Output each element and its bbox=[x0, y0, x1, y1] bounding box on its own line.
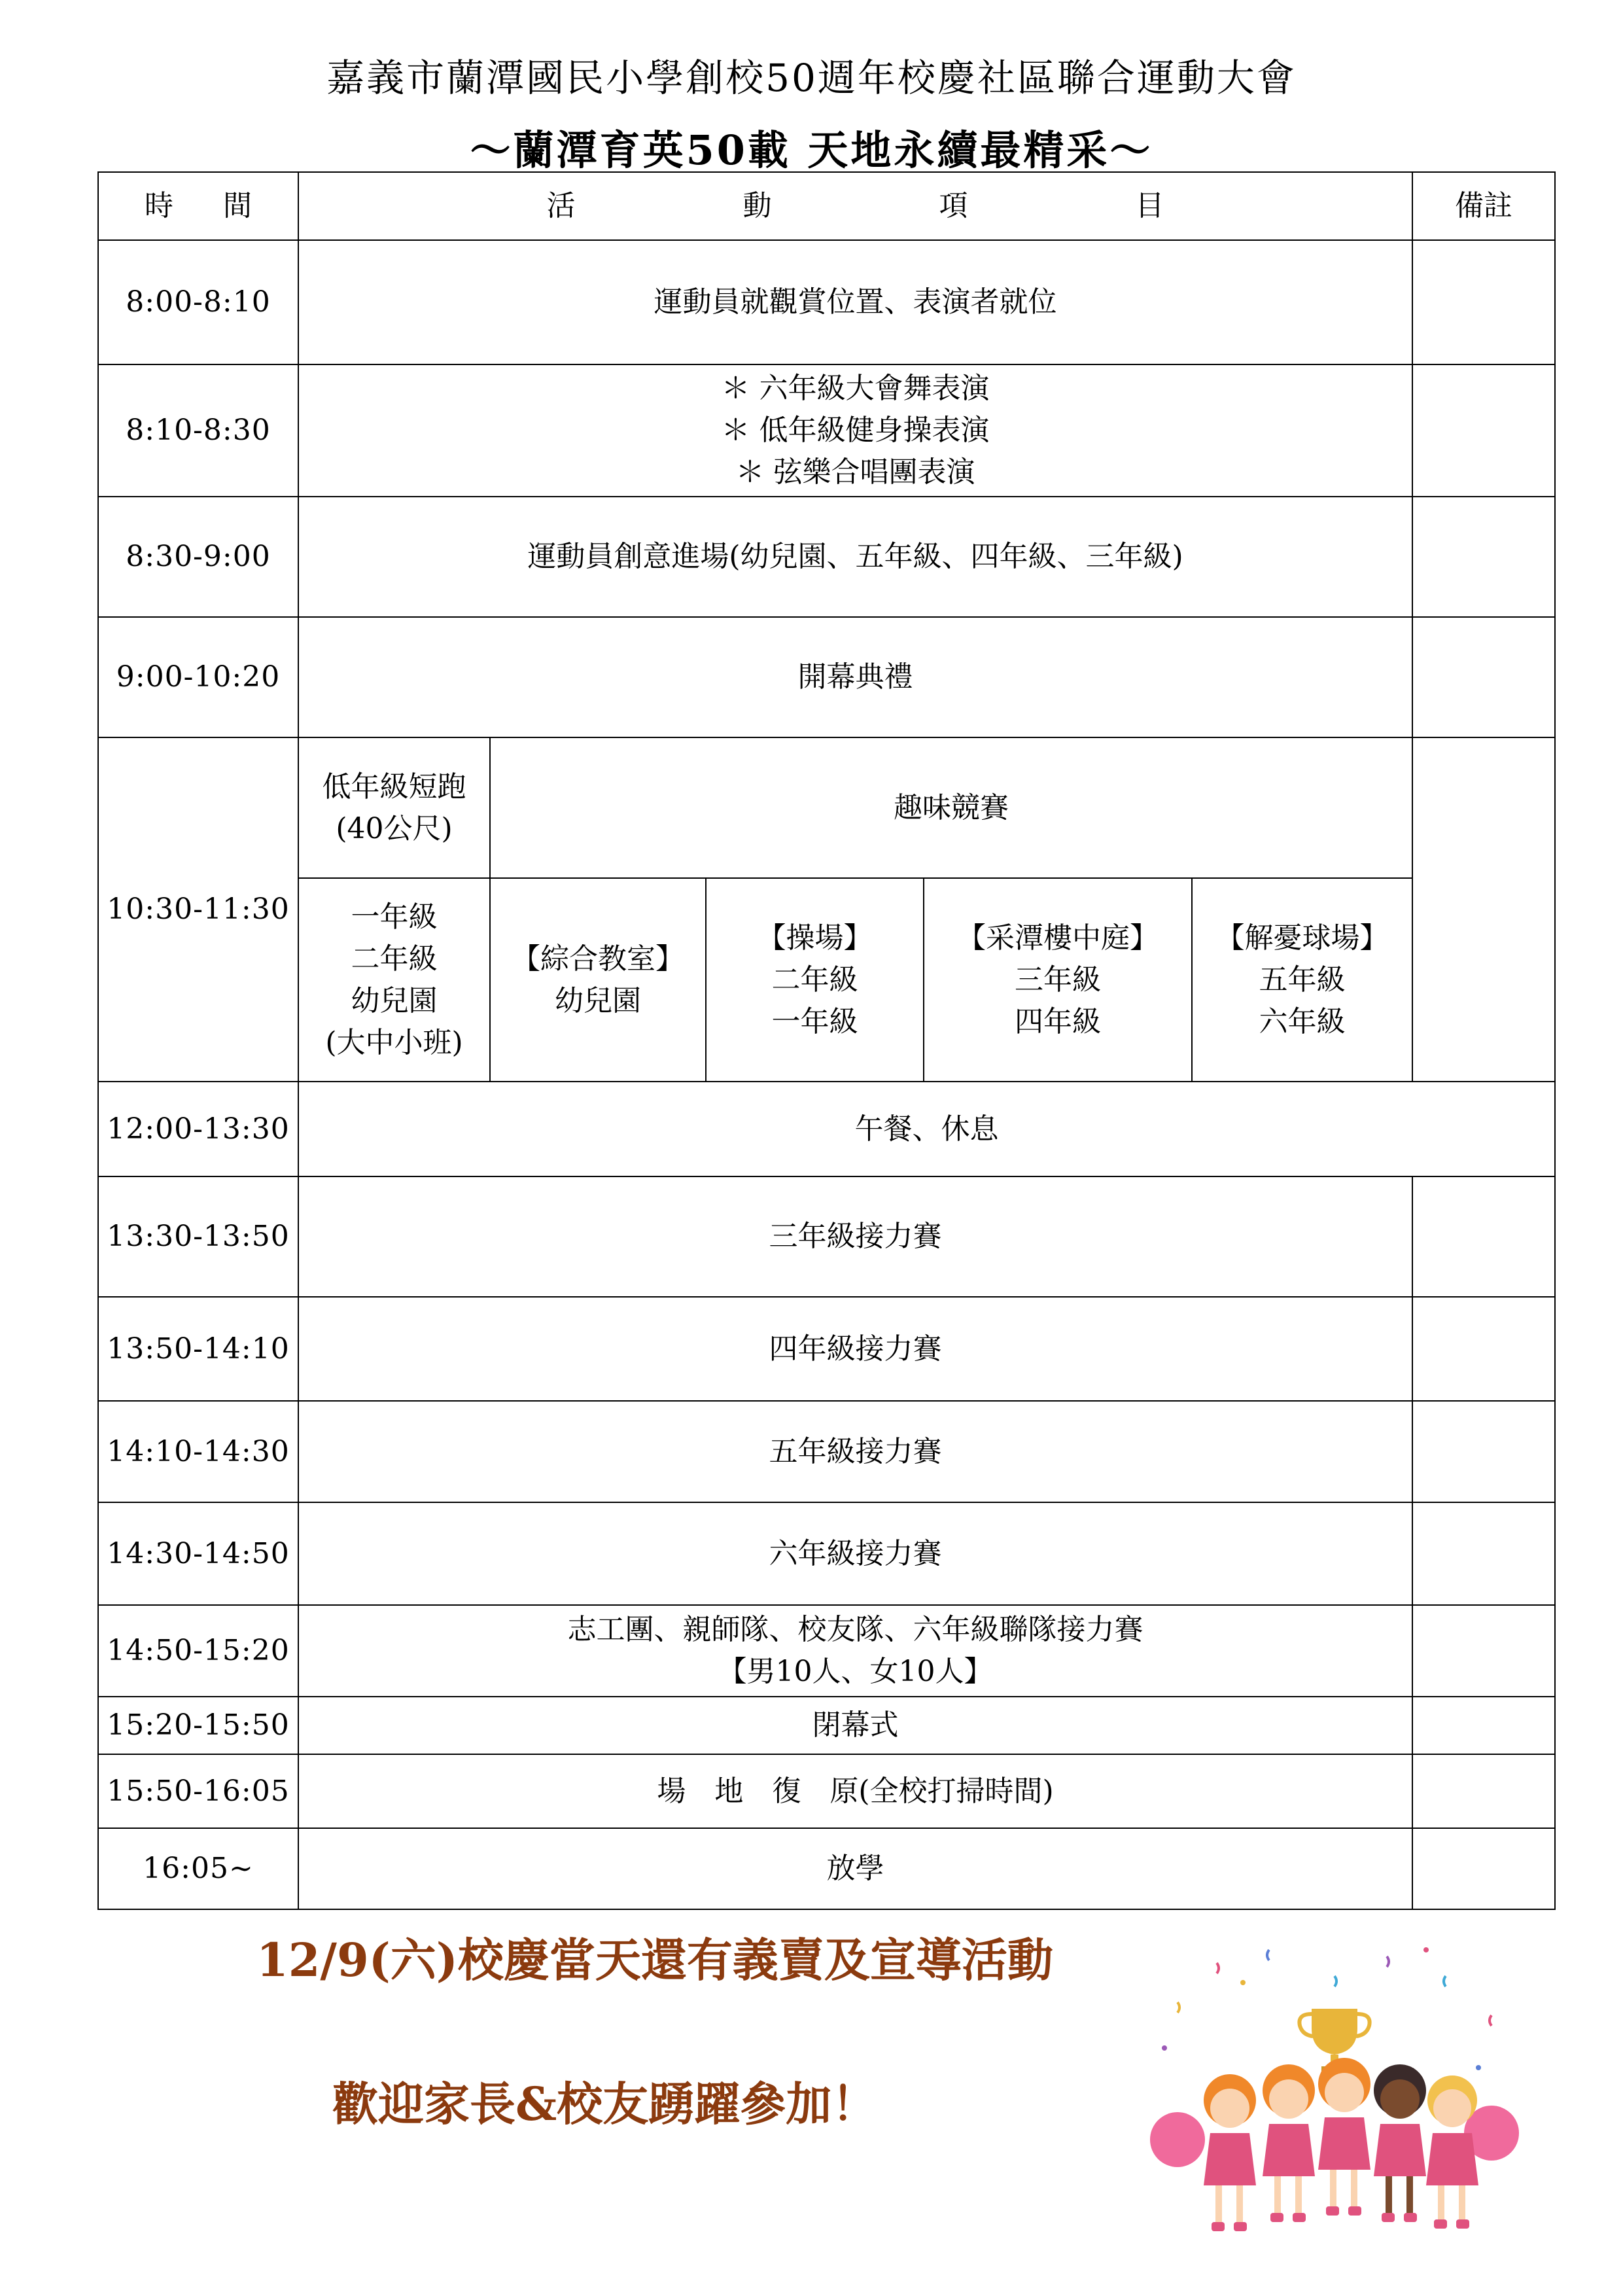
row-activity bbox=[298, 364, 1412, 497]
sprint-group-line: 幼兒園 bbox=[351, 983, 438, 1017]
venue-cell bbox=[706, 878, 924, 1082]
document-subtitle: ～蘭潭育英50載 天地永續最精采～ bbox=[470, 126, 1153, 174]
table-row bbox=[98, 1754, 1555, 1828]
activity-line: ＊ 弦樂合唱團表演 bbox=[735, 455, 975, 489]
row-time: 13:50-14:10 bbox=[98, 1297, 298, 1401]
venue-cell bbox=[1192, 878, 1412, 1082]
activity-line: 開幕典禮 bbox=[797, 660, 913, 694]
activity-line: ＊ 六年級大會舞表演 bbox=[721, 372, 990, 405]
row-notes bbox=[1412, 1401, 1555, 1502]
document-title: 嘉義市蘭潭國民小學創校50週年校慶社區聯合運動大會 bbox=[326, 56, 1297, 100]
promo-line-sale: 12/9(六)校慶當天還有義賣及宣導活動 bbox=[256, 1933, 1053, 1987]
header-time-char: 時 bbox=[145, 189, 173, 222]
row-activity bbox=[298, 497, 1412, 617]
row-activity bbox=[298, 1697, 1412, 1754]
activity-line: 三年級接力賽 bbox=[769, 1220, 942, 1253]
activity-line: 午餐、休息 bbox=[854, 1112, 999, 1146]
table-header-row bbox=[98, 172, 1555, 240]
activity-line: 放學 bbox=[826, 1852, 884, 1885]
table-row bbox=[98, 737, 1555, 878]
row-time: 10:30-11:30 bbox=[98, 737, 298, 1082]
table-row bbox=[98, 1297, 1555, 1401]
schedule-table bbox=[97, 171, 1556, 1910]
row-notes bbox=[1412, 1828, 1555, 1909]
row-notes bbox=[1412, 1502, 1555, 1605]
table-row bbox=[98, 1082, 1555, 1176]
row-notes bbox=[1412, 364, 1555, 497]
sprint-title-line: (40公尺) bbox=[336, 811, 453, 845]
row-time: 14:10-14:30 bbox=[98, 1401, 298, 1502]
row-time: 8:10-8:30 bbox=[98, 364, 298, 497]
row-activity bbox=[298, 1502, 1412, 1605]
row-activity bbox=[298, 1828, 1412, 1909]
row-activity bbox=[298, 240, 1412, 364]
table-row bbox=[98, 1605, 1555, 1697]
row-time: 9:00-10:20 bbox=[98, 617, 298, 737]
row-time: 16:05~ bbox=[98, 1828, 298, 1909]
row-activity bbox=[298, 1605, 1412, 1697]
sprint-group-line: (大中小班) bbox=[325, 1025, 463, 1059]
venue-line: 一年級 bbox=[771, 1004, 858, 1038]
row-activity bbox=[298, 617, 1412, 737]
row-activity bbox=[298, 1401, 1412, 1502]
row-activity bbox=[298, 1082, 1555, 1176]
activity-line: 【男10人、女10人】 bbox=[718, 1655, 993, 1688]
table-row bbox=[98, 878, 1555, 1082]
activity-line: 運動員就觀賞位置、表演者就位 bbox=[654, 285, 1057, 319]
fun-games-title: 趣味競賽 bbox=[490, 737, 1412, 878]
sprint-groups bbox=[298, 878, 490, 1082]
table-row bbox=[98, 240, 1555, 364]
sprint-title bbox=[298, 737, 490, 878]
row-time: 15:50-16:05 bbox=[98, 1754, 298, 1828]
header-activity bbox=[298, 172, 1412, 240]
header-activity-char: 目 bbox=[1135, 189, 1164, 222]
venue-line: 幼兒園 bbox=[555, 983, 641, 1017]
row-time: 15:20-15:50 bbox=[98, 1697, 298, 1754]
row-notes bbox=[1412, 1176, 1555, 1297]
header-time bbox=[98, 172, 298, 240]
cheerleaders-with-trophy-icon bbox=[1138, 1937, 1531, 2244]
row-notes bbox=[1412, 1754, 1555, 1828]
row-time: 8:30-9:00 bbox=[98, 497, 298, 617]
row-activity bbox=[298, 1176, 1412, 1297]
row-time: 12:00-13:30 bbox=[98, 1082, 298, 1176]
venue-line: 四年級 bbox=[1015, 1004, 1101, 1038]
cheerleader-figures bbox=[1150, 2058, 1519, 2231]
row-notes bbox=[1412, 617, 1555, 737]
header-time-char: 間 bbox=[223, 189, 252, 222]
venue-line: 【操場】 bbox=[757, 921, 873, 955]
row-notes bbox=[1412, 240, 1555, 364]
table-row bbox=[98, 364, 1555, 497]
activity-line: 運動員創意進場(幼兒園、五年級、四年級、三年級) bbox=[527, 540, 1183, 573]
row-activity bbox=[298, 1297, 1412, 1401]
table-row bbox=[98, 497, 1555, 617]
sprint-group-line: 二年級 bbox=[351, 942, 438, 976]
activity-line: 志工團、親師隊、校友隊、六年級聯隊接力賽 bbox=[567, 1613, 1143, 1646]
table-row bbox=[98, 1502, 1555, 1605]
activity-line: 四年級接力賽 bbox=[769, 1332, 942, 1366]
row-time: 8:00-8:10 bbox=[98, 240, 298, 364]
venue-line: 【采潭樓中庭】 bbox=[957, 921, 1159, 955]
venue-cell bbox=[490, 878, 706, 1082]
row-notes bbox=[1412, 1605, 1555, 1697]
venue-line: 【解憂球場】 bbox=[1215, 921, 1389, 955]
venue-line: 三年級 bbox=[1015, 963, 1101, 997]
row-notes bbox=[1412, 497, 1555, 617]
row-activity bbox=[298, 1754, 1412, 1828]
row-notes bbox=[1412, 1297, 1555, 1401]
activity-line: 場 地 復 原(全校打掃時間) bbox=[657, 1774, 1054, 1808]
table-row bbox=[98, 1401, 1555, 1502]
venue-line: 二年級 bbox=[771, 963, 858, 997]
header-activity-char: 活 bbox=[546, 189, 576, 222]
venue-line: 【綜合教室】 bbox=[512, 942, 684, 976]
activity-line: 五年級接力賽 bbox=[769, 1434, 942, 1468]
venue-cell bbox=[924, 878, 1192, 1082]
row-time: 13:30-13:50 bbox=[98, 1176, 298, 1297]
table-row bbox=[98, 1828, 1555, 1909]
table-row bbox=[98, 617, 1555, 737]
row-notes bbox=[1412, 737, 1555, 1082]
venue-line: 五年級 bbox=[1259, 963, 1346, 997]
row-time: 14:30-14:50 bbox=[98, 1502, 298, 1605]
row-time: 14:50-15:20 bbox=[98, 1605, 298, 1697]
activity-line: 閉幕式 bbox=[812, 1708, 899, 1742]
table-row bbox=[98, 1176, 1555, 1297]
sprint-group-line: 一年級 bbox=[351, 900, 438, 934]
activity-line: ＊ 低年級健身操表演 bbox=[721, 414, 990, 447]
header-notes: 備註 bbox=[1412, 172, 1555, 240]
sprint-title-line: 低年級短跑 bbox=[322, 769, 466, 804]
table-row bbox=[98, 1697, 1555, 1754]
activity-line: 六年級接力賽 bbox=[769, 1536, 942, 1570]
header-activity-char: 動 bbox=[742, 189, 772, 222]
promo-line-welcome: 歡迎家長&校友踴躍參加！ bbox=[332, 2077, 878, 2131]
header-activity-char: 項 bbox=[939, 189, 968, 222]
row-notes bbox=[1412, 1697, 1555, 1754]
venue-line: 六年級 bbox=[1259, 1004, 1346, 1038]
